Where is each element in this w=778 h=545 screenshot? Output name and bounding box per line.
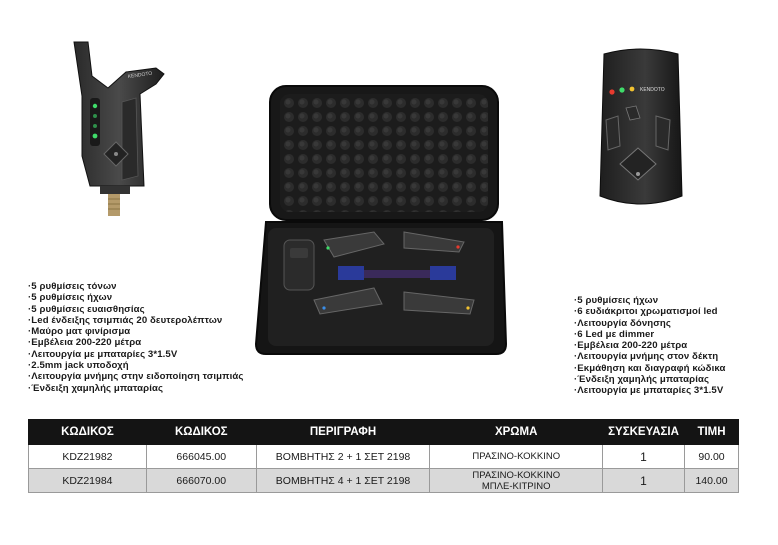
color-line: ΠΡΑΣΙΝΟ-ΚΟΚΚΙΝΟ bbox=[472, 469, 561, 481]
feature-item: ·Λειτουργία με μπαταρίες 3*1.5V bbox=[28, 348, 178, 360]
cell-package: 1 bbox=[603, 469, 685, 493]
feature-item: ·5 ρυθμίσεις ήχων bbox=[574, 295, 659, 306]
color-line: ΠΡΑΣΙΝΟ-ΚΟΚΚΙΝΟ bbox=[472, 451, 561, 462]
feature-item: ·Led ένδειξης τσιμπιάς 20 δευτερολέπτων bbox=[28, 314, 223, 326]
feature-item: ·Μαύρο ματ φινίρισμα bbox=[28, 326, 131, 338]
feature-item: ·Λειτουργία μνήμης στην ειδοποίηση τσιμπιάς bbox=[28, 371, 244, 383]
feature-item: ·6 Led με dimmer bbox=[574, 328, 655, 340]
feature-item: ·6 ευδιάκριτοι χρωματισμοί led bbox=[574, 306, 718, 318]
feature-item: ·5 ρυθμίσεις τόνων bbox=[28, 281, 117, 292]
cell-code-2: 666070.00 bbox=[146, 469, 256, 493]
feature-item: ·Εμβέλεια 200-220 μέτρα bbox=[28, 337, 142, 349]
feature-item: ·Ένδειξη χαμηλής μπαταρίας bbox=[574, 374, 710, 386]
table-row bbox=[29, 445, 739, 469]
feature-item: ·Εμβέλεια 200-220 μέτρα bbox=[574, 340, 688, 352]
feature-item: ·2.5mm jack υποδοχή bbox=[28, 360, 129, 372]
feature-item: ·Λειτουργία μνήμης στον δέκτη bbox=[574, 351, 719, 363]
cell-package: 1 bbox=[603, 445, 685, 469]
header-price: ΤΙΜΗ bbox=[685, 420, 739, 445]
feature-item: ·5 ρυθμίσεις ευαισθησίας bbox=[28, 303, 145, 315]
feature-item: ·Λειτουργία με μπαταρίες 3*1.5V bbox=[574, 385, 724, 397]
feature-item: ·Εκμάθηση και διαγραφή κώδικα bbox=[574, 362, 726, 374]
cell-price: 90.00 bbox=[685, 445, 739, 469]
cell-color bbox=[430, 469, 603, 493]
bite-alarm-image bbox=[60, 36, 180, 221]
right-feature-list bbox=[574, 295, 726, 397]
table-header-row bbox=[29, 420, 739, 445]
receiver-image bbox=[596, 46, 688, 210]
table-row bbox=[29, 469, 739, 493]
color-line: ΜΠΛΕ-ΚΙΤΡΙΝΟ bbox=[481, 480, 551, 492]
carry-case-set-image bbox=[254, 82, 508, 358]
cell-description: ΒΟΜΒΗΤΗΣ 4 + 1 ΣΕΤ 2198 bbox=[256, 469, 430, 493]
header-package: ΣΥΣΚΕΥΑΣΙΑ bbox=[603, 420, 685, 445]
cell-color bbox=[430, 445, 603, 469]
cell-description: ΒΟΜΒΗΤΗΣ 2 + 1 ΣΕΤ 2198 bbox=[256, 445, 430, 469]
header-color: ΧΡΩΜΑ bbox=[430, 420, 603, 445]
header-description: ΠΕΡΙΓΡΑΦΗ bbox=[256, 420, 430, 445]
feature-item: ·Ένδειξη χαμηλής μπαταρίας bbox=[28, 382, 164, 394]
feature-item: ·Λειτουργία δόνησης bbox=[574, 317, 671, 329]
cell-price: 140.00 bbox=[685, 469, 739, 493]
cell-code-2: 666045.00 bbox=[146, 445, 256, 469]
svg-text:KENDOTO: KENDOTO bbox=[640, 87, 665, 93]
product-table bbox=[28, 419, 739, 493]
header-code: ΚΩΔΙΚΟΣ bbox=[29, 420, 147, 445]
header-code-2: ΚΩΔΙΚΟΣ bbox=[146, 420, 256, 445]
cell-code: KDZ21984 bbox=[29, 469, 147, 493]
left-feature-list bbox=[28, 281, 243, 394]
svg-text:KENDOTO: KENDOTO bbox=[127, 70, 153, 80]
cell-code: KDZ21982 bbox=[29, 445, 147, 469]
feature-item: ·5 ρυθμίσεις ήχων bbox=[28, 292, 113, 304]
